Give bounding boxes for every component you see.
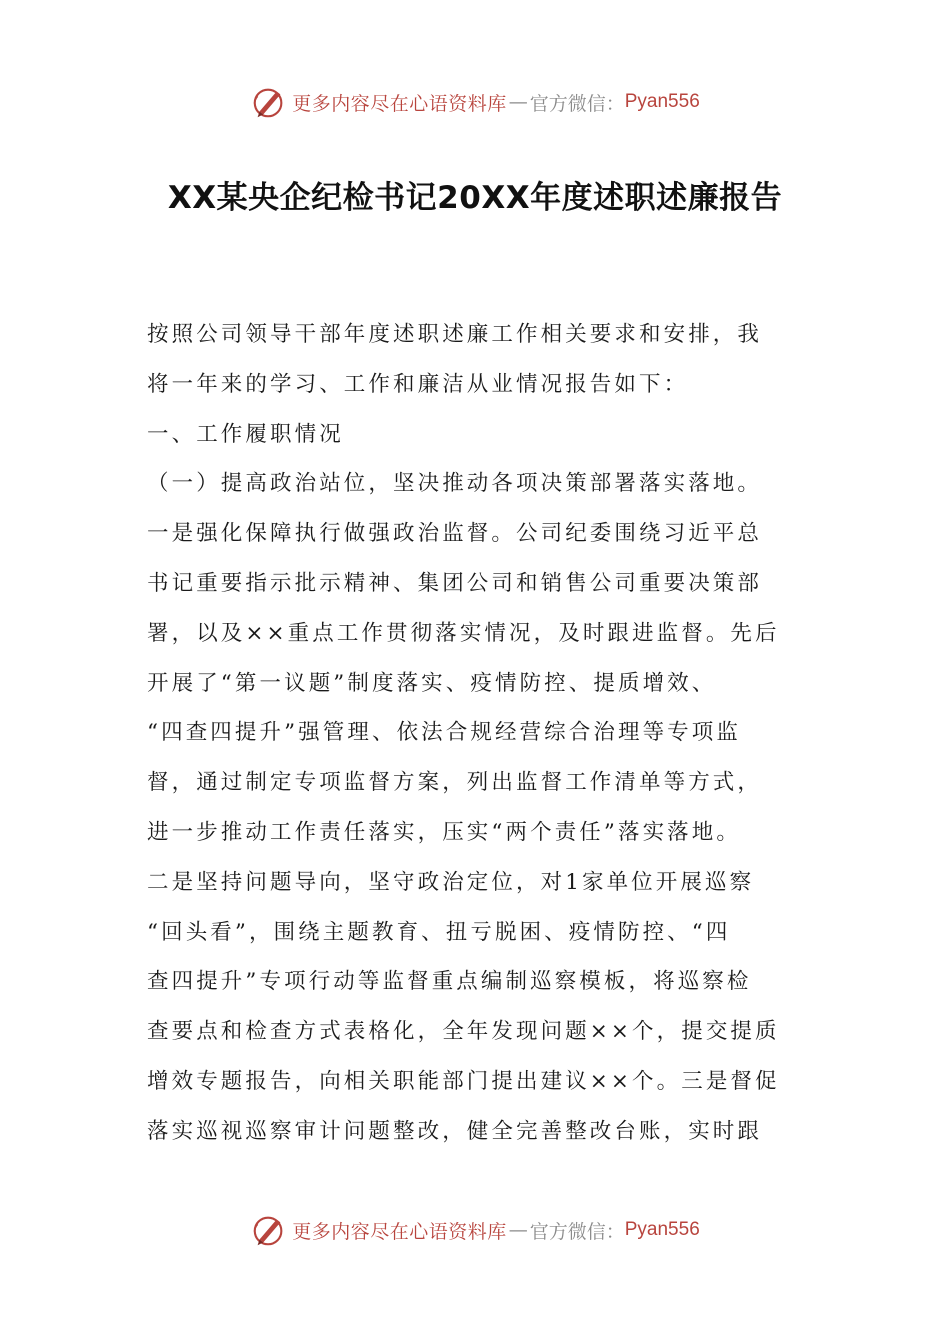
section-heading: 一、工作履职情况 xyxy=(147,421,344,447)
body-line: 查四提升”专项行动等监督重点编制巡察模板，将巡察检 xyxy=(147,969,752,995)
banner-wechat-label: 官方微信： xyxy=(529,92,625,115)
banner-text: 更多内容尽在心语资料库 xyxy=(292,92,507,115)
body-line: 按照公司领导干部年度述职述廉工作相关要求和安排，我 xyxy=(147,322,763,347)
body-line: 督，通过制定专项监督方案，列出监督工作清单等方式， xyxy=(147,770,763,796)
body-line: 书记重要指示批示精神、集团公司和销售公司重要决策部 xyxy=(147,570,763,596)
body-line: 查要点和检查方式表格化，全年发现问题××个，提交提质 xyxy=(147,1019,780,1045)
banner-dash: — xyxy=(508,91,528,113)
body-line: 增效专题报告，向相关职能部门提出建议××个。三是督促 xyxy=(147,1068,780,1094)
body-line: 落实巡视巡察审计问题整改，健全完善整改台账，实时跟 xyxy=(147,1118,763,1144)
pen-logo-icon xyxy=(250,1211,288,1249)
document-title: XX某央企纪检书记20XX年度述职述廉报告 xyxy=(167,180,783,216)
body-line: 二是坚持问题导向，坚守政治定位，对1家单位开展巡察 xyxy=(147,869,755,895)
document-body xyxy=(147,310,807,1157)
body-line: “四查四提升”强管理、依法合规经营综合治理等专项监 xyxy=(147,720,741,746)
banner-text: 更多内容尽在心语资料库 xyxy=(292,1220,507,1243)
banner-wechat-id: Pyan556 xyxy=(624,1219,700,1240)
banner-wechat-id: Pyan556 xyxy=(624,91,700,112)
body-line: 一是强化保障执行做强政治监督。公司纪委围绕习近平总 xyxy=(147,521,763,547)
body-line: “回头看”，围绕主题教育、扭亏脱困、疫情防控、“四 xyxy=(147,919,731,945)
body-line: 将一年来的学习、工作和廉洁从业情况报告如下： xyxy=(147,371,689,397)
banner-wechat-label: 官方微信： xyxy=(529,1220,625,1243)
pen-logo-icon xyxy=(250,83,288,121)
banner-dash: — xyxy=(508,1219,528,1241)
body-line: 署，以及××重点工作贯彻落实情况，及时跟进监督。先后 xyxy=(147,620,780,646)
body-line: 进一步推动工作责任落实，压实“两个责任”落实落地。 xyxy=(147,819,741,845)
subsection-heading: （一）提高政治站位，坚决推动各项决策部署落实落地。 xyxy=(147,471,763,497)
header-banner xyxy=(0,82,950,122)
footer-banner xyxy=(0,1210,950,1250)
body-line: 开展了“第一议题”制度落实、疫情防控、提质增效、 xyxy=(147,670,717,696)
